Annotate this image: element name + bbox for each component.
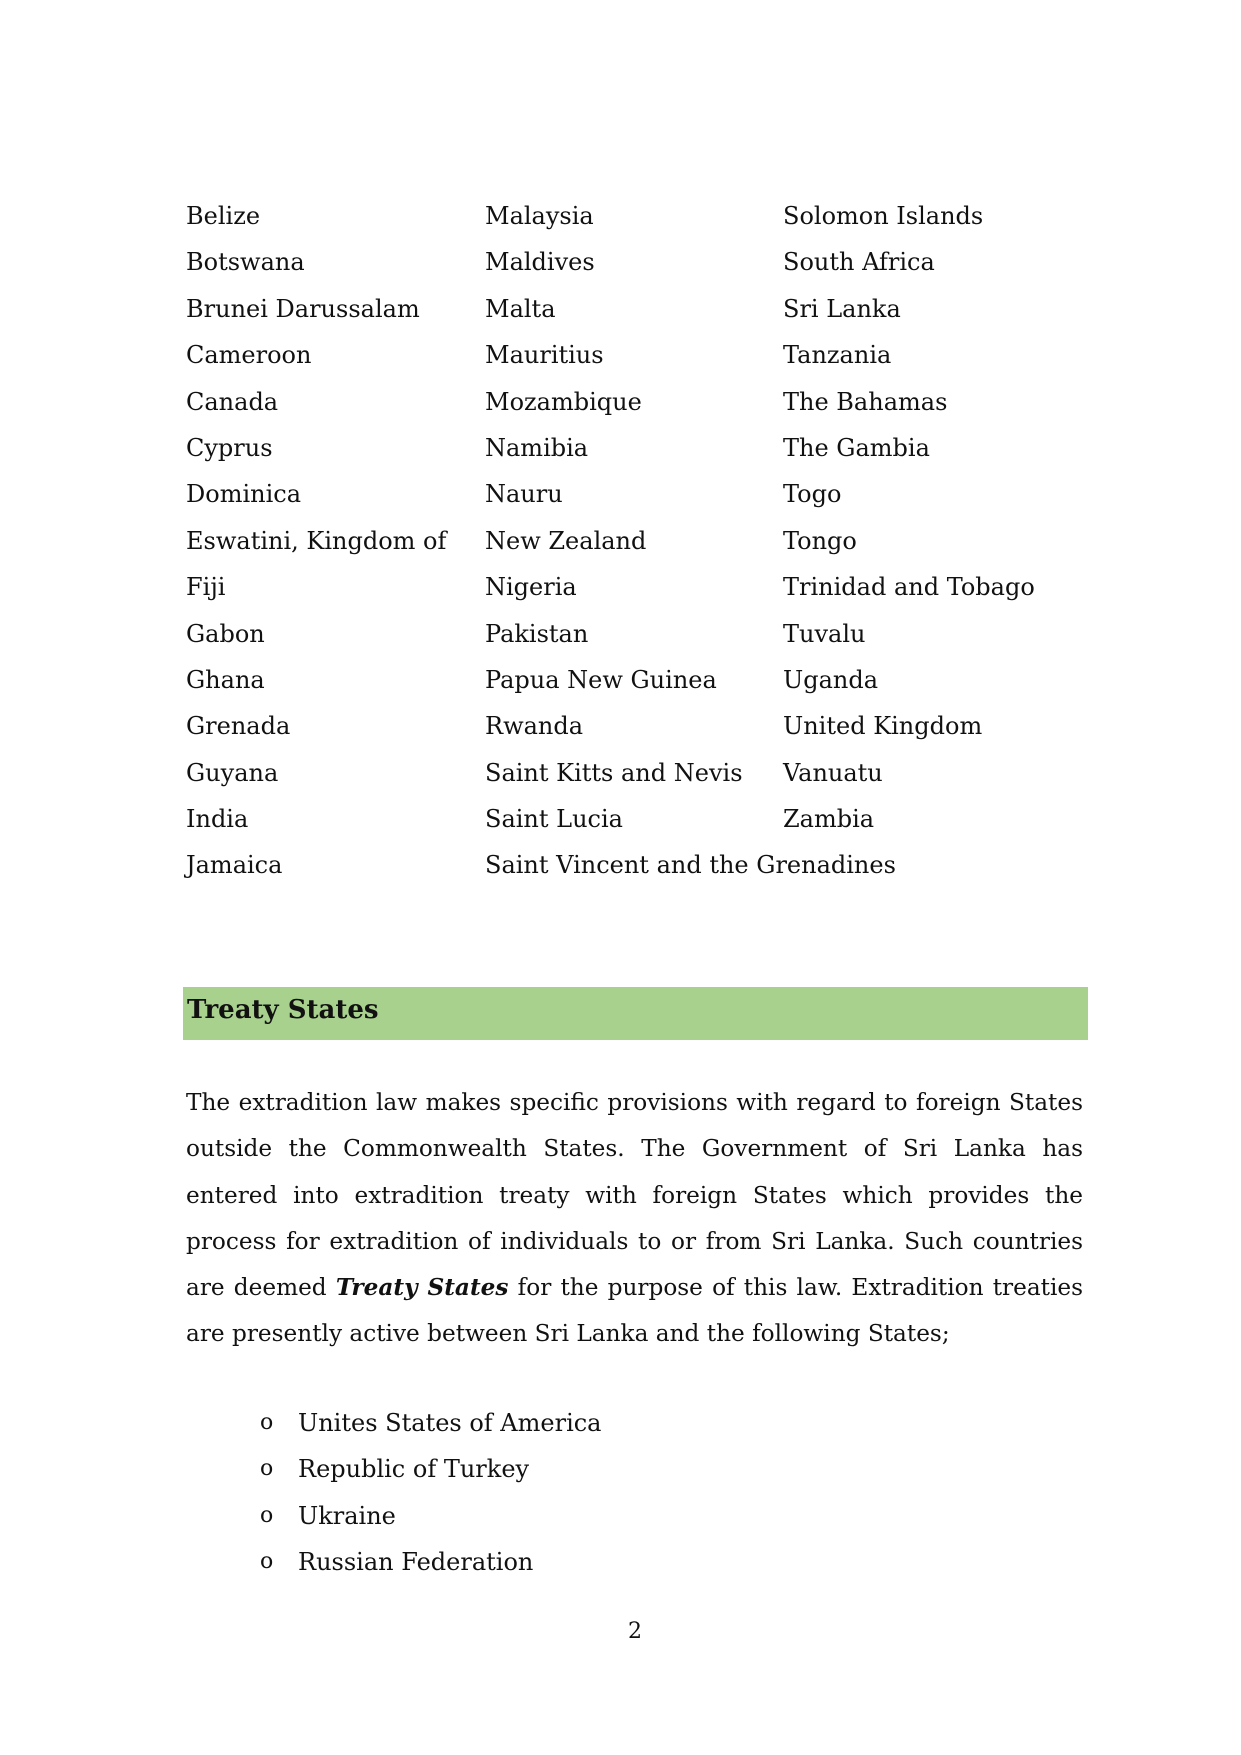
country-row xyxy=(186,753,1086,799)
country-name: Eswatini, Kingdom of xyxy=(186,526,447,555)
country-row xyxy=(186,706,1086,752)
country-name: Grenada xyxy=(186,712,291,741)
country-name: Mauritius xyxy=(485,341,604,370)
country-name: Papua New Guinea xyxy=(485,665,717,694)
country-row xyxy=(186,335,1086,381)
country-name: Cyprus xyxy=(186,433,273,462)
country-name: India xyxy=(186,805,249,834)
country-name: New Zealand xyxy=(485,526,647,555)
country-name: Brunei Darussalam xyxy=(186,294,420,323)
country-name: Gabon xyxy=(186,619,265,648)
country-name: Ghana xyxy=(186,665,265,694)
country-name: Saint Vincent and the Grenadines xyxy=(485,851,896,880)
section-heading-bar xyxy=(183,987,1088,1040)
country-name: Canada xyxy=(186,387,279,416)
country-row xyxy=(186,567,1086,613)
country-name: South Africa xyxy=(783,248,935,277)
country-name: Mozambique xyxy=(485,387,642,416)
country-row xyxy=(186,521,1086,567)
country-row xyxy=(186,799,1086,845)
country-name: Pakistan xyxy=(485,619,589,648)
country-row xyxy=(186,382,1086,428)
country-name: Malaysia xyxy=(485,202,594,230)
country-row xyxy=(186,242,1086,288)
paragraph-text-part1: The extradition law makes specific provisions with regard to foreign States outside the Commonwealth States. The Government of Sri Lanka has entered into extradition treaty with foreign States which provides the process for extradition of individuals to or from Sri Lanka. Such countries are deemed xyxy=(186,1089,1083,1302)
treaty-states-paragraph xyxy=(186,1080,1083,1358)
section-heading-title: Treaty States xyxy=(187,995,379,1025)
treaty-state-name: Unites States of America xyxy=(298,1409,602,1437)
country-name: Sri Lanka xyxy=(783,294,901,323)
treaty-state-name: Ukraine xyxy=(298,1501,396,1530)
country-name: Namibia xyxy=(485,433,589,462)
country-row xyxy=(186,196,1086,242)
country-name: The Gambia xyxy=(783,433,930,462)
country-name: Jamaica xyxy=(186,851,283,880)
country-name: Tuvalu xyxy=(783,619,866,648)
treaty-state-name: Republic of Turkey xyxy=(298,1455,530,1484)
country-name: Nigeria xyxy=(485,573,577,602)
country-name: Zambia xyxy=(783,805,875,834)
country-name: Fiji xyxy=(186,573,226,602)
country-row xyxy=(186,614,1086,660)
bullet-marker: o xyxy=(260,1549,274,1575)
country-name: Rwanda xyxy=(485,712,584,741)
country-name: Guyana xyxy=(186,758,279,787)
country-name: Tanzania xyxy=(783,341,892,370)
country-row xyxy=(186,845,1086,891)
page-number: 2 xyxy=(628,1619,642,1644)
paragraph-text-part2: for the purpose of this law. Extradition treaties are presently active between Sri Lanka and the following States; xyxy=(186,1274,1084,1348)
country-name: Trinidad and Tobago xyxy=(783,573,1035,602)
paragraph-emphasis: Treaty States xyxy=(335,1274,509,1302)
country-name: Uganda xyxy=(783,665,879,694)
country-row xyxy=(186,474,1086,520)
country-row xyxy=(186,289,1086,335)
country-name: Tongo xyxy=(783,526,857,555)
country-name: Solomon Islands xyxy=(783,202,984,230)
country-name: Dominica xyxy=(186,480,302,509)
commonwealth-country-list xyxy=(186,196,1086,892)
country-name: Vanuatu xyxy=(783,758,883,787)
bullet-marker: o xyxy=(260,1502,274,1528)
country-name: Nauru xyxy=(485,480,563,509)
country-name: Maldives xyxy=(485,248,595,277)
country-name: Belize xyxy=(186,202,261,230)
country-name: Saint Lucia xyxy=(485,805,623,834)
country-name: Botswana xyxy=(186,248,305,277)
bullet-marker: o xyxy=(260,1410,274,1435)
country-name: Cameroon xyxy=(186,341,312,370)
treaty-state-name: Russian Federation xyxy=(298,1548,534,1577)
country-name: Malta xyxy=(485,294,556,323)
country-name: United Kingdom xyxy=(783,712,983,741)
country-name: The Bahamas xyxy=(783,387,948,416)
country-name: Saint Kitts and Nevis xyxy=(485,758,743,787)
country-row xyxy=(186,660,1086,706)
country-row xyxy=(186,428,1086,474)
country-name: Togo xyxy=(783,480,842,509)
bullet-marker: o xyxy=(260,1456,274,1482)
